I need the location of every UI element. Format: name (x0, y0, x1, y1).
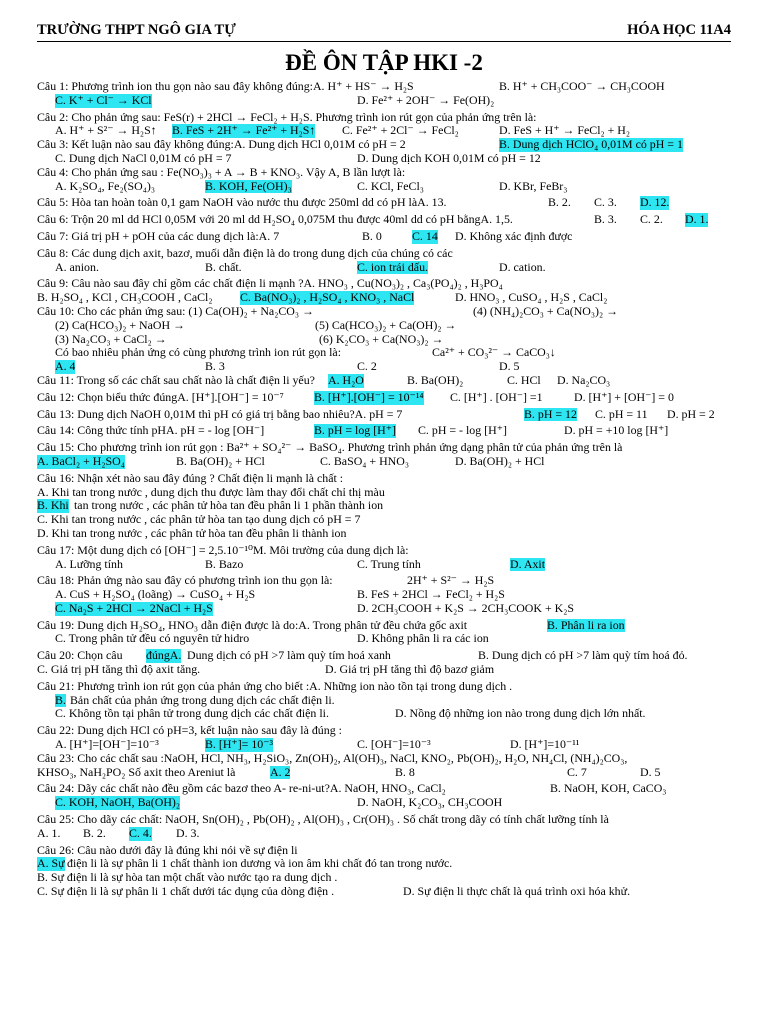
line-text: D. Ba(OH)₂ + HCl (455, 453, 545, 468)
line-text: C. Trong phân tử đều có nguyên tử hidro (55, 631, 250, 646)
line-text: Câu 21: Phương trình ion rút gọn của phản ứng cho biết :A. Những ion nào tồn tại trong dung dịch . (37, 678, 513, 693)
exam-line (37, 291, 737, 305)
line-text: A. H⁺ + S²⁻ → H₂S↑ (55, 123, 157, 138)
exam-line (37, 574, 737, 588)
exam-line (37, 558, 737, 572)
exam-line (37, 588, 737, 602)
line-text: A. Khi tan trong nước , dung dịch thu được làm thay đổi chất chỉ thị màu (37, 484, 385, 499)
line-text: D. Không xác định được (455, 228, 573, 243)
exam-line (37, 857, 737, 871)
line-text: D. Dung dịch KOH 0,01M có pH = 12 (357, 150, 541, 165)
line-text: Câu 26: Câu nào dưới đây là đúng khi nói về sự điện li (37, 842, 298, 857)
line-text: C. Giá trị pH tăng thì độ axit tăng. (37, 662, 201, 677)
exam-line (37, 885, 737, 899)
exam-line (37, 663, 737, 677)
line-text: Dung dịch có pH >7 làm quỳ tím hoá xanh (187, 648, 391, 663)
exam-line (37, 602, 737, 616)
line-text: B. 0 (362, 228, 382, 243)
exam-line (37, 391, 737, 405)
line-text: B. 8 (395, 764, 415, 779)
line-text: C. 7 (567, 764, 587, 779)
exam-line (37, 247, 737, 261)
line-text: Câu 10: Cho các phản ứng sau: (1) Ca(OH)₂ + Na₂CO₃ → (37, 303, 314, 318)
line-text: (2) Ca(HCO₃)₂ + NaOH → (55, 317, 185, 332)
exam-line (37, 408, 737, 422)
exam-line (37, 111, 737, 125)
line-text: D. NaOH, K₂CO₃, CH₃COOH (357, 795, 503, 810)
line-text: Câu 24: Dãy các chất nào đều gồm các bazơ theo A- re-ni-ut?A. NaOH, HNO₃, CaCl₂ (37, 781, 446, 796)
line-text: D. [H⁺] + [OH⁻] = 0 (574, 389, 674, 404)
highlighted-answer: B. pH = log [H⁺] (314, 423, 397, 438)
exam-line (37, 738, 737, 752)
highlighted-answer: B. (55, 692, 66, 707)
exam-line (37, 472, 737, 486)
exam-line (37, 724, 737, 738)
line-text: A. CuS + H₂SO₄ (loãng) → CuSO₄ + H₂S (55, 587, 256, 602)
exam-line (37, 374, 737, 388)
highlighted-answer: B. [H⁺].[OH⁻] = 10⁻¹⁴ (314, 389, 424, 404)
school-name: TRƯỜNG THPT NGÔ GIA TỰ (37, 22, 236, 38)
line-text: Câu 23: Cho các chất sau :NaOH, HCl, NH₃, H₂SiO₃, Zn(OH)₂, Al(OH)₃, NaCl, KNO₂, Pb(OH)₂, H₂O, NH₄Cl, (NH₄)₂CO₃, (37, 750, 628, 765)
line-text: Câu 14: Công thức tính pHA. pH = - log [OH⁻] (37, 423, 265, 438)
exam-line (37, 124, 737, 138)
line-text: D. 3. (176, 825, 200, 840)
line-text: C. Dung dịch NaCl 0,01M có pH = 7 (55, 150, 232, 165)
line-text: D. Sự điện li thực chất là quá trình oxi hóa khử. (403, 884, 631, 899)
exam-line (37, 707, 737, 721)
line-text: B. chất. (205, 259, 242, 274)
exam-line (37, 441, 737, 455)
line-text: C. 2 (357, 359, 377, 374)
exam-line (37, 319, 737, 333)
line-text: (4) (NH₄)₂CO₃ + Ca(NO₃)₂ → (473, 303, 618, 318)
line-text: điện li là sự phân li 1 chất thành ion dương và ion âm khi chất đó tan trong nước. (67, 856, 453, 871)
exam-line (37, 80, 737, 94)
highlighted-answer: D. 1. (685, 212, 709, 227)
line-text: Câu 3: Kết luận nào sau đây không đúng:A. Dung dịch HCl 0,01M có pH = 2 (37, 137, 406, 152)
exam-line (37, 213, 737, 227)
line-text: Ca²⁺ + CO₃²⁻ → CaCO₃↓ (432, 345, 556, 360)
line-text: B. H₂SO₄ , KCl , CH₃COOH , CaCl₂ (37, 290, 213, 305)
highlighted-answer: A. BaCl₂ + H₂SO₄ (37, 453, 125, 468)
line-text: D. 5 (640, 764, 661, 779)
line-text: B. 2. (548, 195, 571, 210)
highlighted-answer: B. Dung dịch HClO₄ 0,01M có pH = 1 (499, 137, 683, 152)
exam-line (37, 455, 737, 469)
line-text: C. Sự điện li là sự phân li 1 chất dưới tác dụng của dòng điện . (37, 884, 335, 899)
line-text: D. FeS + H⁺ → FeCl₂ + H₂ (499, 123, 631, 138)
exam-line (37, 230, 737, 244)
line-text: B. Ba(OH)₂ + HCl (176, 453, 265, 468)
highlighted-answer: B. FeS + 2H⁺ → Fe²⁺ + H₂S↑ (172, 123, 316, 138)
exam-line (37, 619, 737, 633)
line-text: Câu 9: Câu nào sau đây chỉ gồm các chất điện li mạnh ?A. HNO₃ , Cu(NO₃)₂ , Ca₃(PO₄)₂ , H₃PO₄ (37, 276, 503, 291)
line-text: (3) Na₂CO₃ + CaCl₂ → (55, 331, 167, 346)
exam-line (37, 277, 737, 291)
line-text: Câu 7: Giá trị pH + pOH của các dung dịch là:A. 7 (37, 228, 280, 243)
line-text: B. NaOH, KOH, CaCO₃ (550, 781, 667, 796)
line-text: Câu 18: Phản ứng nào sau đây có phương trình ion thu gọn là: (37, 573, 333, 588)
highlighted-answer: C. Na₂S + 2HCl → 2NaCl + H₂S (55, 600, 213, 615)
line-text: Câu 12: Chọn biểu thức đúngA. [H⁺].[OH⁻] = 10⁻⁷ (37, 389, 284, 404)
highlighted-answer: D. 12. (640, 195, 670, 210)
exam-line (37, 152, 737, 166)
line-text: Câu 8: Các dung dịch axit, bazơ, muối dẫn điện là do trong dung dịch của chúng có các (37, 245, 453, 260)
line-text: Câu 2: Cho phản ứng sau: FeS(r) + 2HCl → FeCl₂ + H₂S. Phương trình ion rút gọn của phản ứng trên là: (37, 109, 537, 124)
line-text: D. Giá trị pH tăng thì độ bazơ giảm (325, 662, 495, 677)
line-text: B. FeS + 2HCl → FeCl₂ + H₂S (357, 587, 505, 602)
line-text: Câu 16: Nhận xét nào sau đây đúng ? Chất điện li mạnh là chất : (37, 470, 344, 485)
exam-line (37, 782, 737, 796)
highlighted-answer: B. Khi (37, 498, 69, 513)
highlighted-answer: A. H₂O (328, 372, 364, 387)
highlighted-answer: A. 2 (270, 764, 291, 779)
line-text: D. pH = 2 (667, 406, 715, 421)
line-text: Câu 19: Dung dịch H₂SO₄, HNO₃ dẫn điện được là do:A. Trong phân tử đều chứa gốc axit (37, 617, 468, 632)
exam-line (37, 166, 737, 180)
exam-line (37, 827, 737, 841)
line-text: A. [H⁺]=[OH⁻]=10⁻³ (55, 737, 159, 752)
highlighted-answer: B. pH = 12 (524, 406, 577, 421)
line-text: D. cation. (499, 259, 546, 274)
highlighted-answer: A. 4 (55, 359, 76, 374)
line-text: Câu 22: Dung dịch HCl có pH=3, kết luận nào sau đây là đúng : (37, 723, 342, 738)
line-text: D. [H⁺]=10⁻¹¹ (510, 737, 580, 752)
line-text: C. [OH⁻]=10⁻³ (357, 737, 431, 752)
line-text: Câu 13: Dung dịch NaOH 0,01M thì pH có giá trị bằng bao nhiêu?A. pH = 7 (37, 406, 403, 421)
line-text: C. Fe²⁺ + 2Cl⁻ → FeCl₂ (342, 123, 459, 138)
line-text: Câu 15: Cho phương trình ion rút gọn : Ba²⁺ + SO₄²⁻ → BaSO₄. Phương trình phản ứng dạng phân tử của phản ứng trên là (37, 440, 623, 455)
line-text: Có bao nhiêu phản ứng có cùng phương trình ion rút gọn là: (55, 345, 342, 360)
highlighted-answer: B. [H⁺]= 10⁻³ (205, 737, 274, 752)
line-text: B. Sự điện li là sự hòa tan một chất vào nước tạo ra dung dịch . (37, 870, 338, 885)
line-text: Câu 4: Cho phản ứng sau : Fe(NO₃)₃ + A → B + KNO₃. Vậy A, B lần lượt là: (37, 164, 406, 179)
exam-line (37, 871, 737, 885)
line-text: D. Nồng độ những ion nào trong dung dịch lớn nhất. (395, 706, 646, 721)
line-text: D. Không phân li ra các ion (357, 631, 489, 646)
line-text: B. Bazo (205, 556, 244, 571)
exam-line (37, 486, 737, 500)
exam-line (37, 694, 737, 708)
line-text: B. 3 (205, 359, 225, 374)
exam-line (37, 813, 737, 827)
line-text: C. HCl (507, 372, 541, 387)
exam-line (37, 796, 737, 810)
line-text: A. Lưỡng tính (55, 556, 123, 571)
line-text: B. 2. (83, 825, 106, 840)
line-text: A. 1. (37, 825, 61, 840)
exam-line (37, 632, 737, 646)
line-text: (6) K₂CO₃ + Ca(NO₃)₂ → (319, 331, 444, 346)
page-header (37, 22, 731, 40)
exam-line (37, 180, 737, 194)
highlighted-answer: C. K⁺ + Cl⁻ → KCl (55, 92, 152, 107)
line-text: C. Trung tính (357, 556, 421, 571)
line-text: C. 3. (594, 195, 617, 210)
highlighted-answer: đúngA. (146, 648, 182, 663)
line-text: D. KBr, FeBr₃ (499, 178, 568, 193)
exam-line (37, 844, 737, 858)
exam-line (37, 305, 737, 319)
exam-line (37, 680, 737, 694)
highlighted-answer: C. 14 (412, 228, 438, 243)
line-text: D. Khi tan trong nước , các phân tử hòa tan đều phân li thành ion (37, 525, 347, 540)
subject-class: HÓA HỌC 11A4 (627, 22, 731, 38)
exam-line (37, 527, 737, 541)
line-text: Bản chất của phản ứng trong dung dịch các chất điện li. (70, 692, 335, 707)
exam-line (37, 196, 737, 210)
highlighted-answer: C. Ba(NO₃)₂ , H₂SO₄ , KNO₃ , NaCl (240, 290, 415, 305)
line-text: A. anion. (55, 259, 99, 274)
exam-line (37, 649, 737, 663)
highlighted-answer: A. Sự (37, 856, 65, 871)
exam-line (37, 360, 737, 374)
exam-line (37, 544, 737, 558)
highlighted-answer: C. 4. (129, 825, 152, 840)
line-text: C. BaSO₄ + HNO₃ (320, 453, 409, 468)
line-text: C. 2. (640, 212, 663, 227)
highlighted-answer: B. Phân li ra ion (547, 617, 625, 632)
line-text: C. Khi tan trong nước , các phân tử hòa tan tạo dung dịch có pH = 7 (37, 512, 361, 527)
line-text: D. Na₂CO₃ (557, 372, 611, 387)
highlighted-answer: B. KOH, Fe(OH)₃ (205, 178, 292, 193)
line-text: C. pH = - log [H⁺] (418, 423, 507, 438)
exam-line (37, 766, 737, 780)
line-text: C. [H⁺] . [OH⁻] =1 (450, 389, 543, 404)
exam-line (37, 752, 737, 766)
line-text: D. Fe²⁺ + 2OH⁻ → Fe(OH)₂ (357, 92, 495, 107)
line-text: D. pH = +10 log [H⁺] (564, 423, 669, 438)
line-text: D. 2CH₃COOH + K₂S → 2CH₃COOK + K₂S (357, 600, 574, 615)
line-text: Câu 1: Phương trình ion thu gọn nào sau đây không đúng:A. H⁺ + HS⁻ → H₂S (37, 79, 414, 93)
exam-line (37, 499, 737, 513)
exam-line (37, 261, 737, 275)
exam-line (37, 333, 737, 347)
line-text: C. KCl, FeCl₃ (357, 178, 424, 193)
exam-line (37, 138, 737, 152)
highlighted-answer: C. KOH, NaOH, Ba(OH)₂ (55, 795, 181, 810)
line-text: D. 5 (499, 359, 520, 374)
line-text: D. HNO₃ , CuSO₄ , H₂S , CaCl₂ (455, 290, 608, 305)
exam-line (37, 513, 737, 527)
line-text: B. Dung dịch có pH >7 làm quỳ tím hoá đỏ. (478, 648, 688, 663)
line-text: Câu 25: Cho dãy các chất: NaOH, Sn(OH)₂ , Pb(OH)₂ , Al(OH)₃ , Cr(OH)₃ . Số chất trong dãy có tính chất lưỡng tính là (37, 812, 609, 827)
header-divider (37, 41, 731, 42)
line-text: B. Ba(OH)₂ (407, 372, 464, 387)
line-text: Câu 6: Trộn 20 ml dd HCl 0,05M với 20 ml dd H₂SO₄ 0,075M thu được 40ml dd có pH bằngA. 1,5. (37, 212, 513, 227)
line-text: A. K₂SO₄, Fe₂(SO₄)₃ (55, 178, 156, 193)
exam-line (37, 94, 737, 108)
line-text: B. 3. (594, 212, 617, 227)
highlighted-answer: D. Axit (510, 556, 546, 571)
highlighted-answer: C. ion trái dấu. (357, 259, 429, 274)
line-text: Câu 17: Một dung dịch có [OH⁻] = 2,5.10⁻¹⁰M. Môi trường của dung dịch là: (37, 542, 409, 557)
line-text: C. pH = 11 (595, 406, 648, 421)
exam-line (37, 424, 737, 438)
line-text: tan trong nước , các phân tử hòa tan đều phân li 1 phần thành ion (74, 498, 384, 513)
line-text: Câu 20: Chọn câu (37, 648, 123, 663)
line-text: KHSO₃, NaH₂PO₂ Số axit theo Areniut là (37, 764, 236, 779)
question-list (37, 80, 737, 899)
line-text: (5) Ca(HCO₃)₂ + Ca(OH)₂ → (315, 317, 457, 332)
line-text: Câu 11: Trong số các chất sau chất nào là chất điện li yếu? (37, 372, 315, 387)
line-text: B. H⁺ + CH₃COO⁻ → CH₃COOH (499, 79, 665, 93)
page-title: ĐỀ ÔN TẬP HKI -2 (285, 50, 483, 75)
line-text: 2H⁺ + S²⁻ → H₂S (407, 573, 495, 588)
exam-line (37, 346, 737, 360)
line-text: C. Không tồn tại phân tử trong dung dịch các chất điện li. (55, 706, 329, 721)
line-text: Câu 5: Hòa tan hoàn toàn 0,1 gam NaOH vào nước thu được 250ml dd có pH làA. 13. (37, 195, 447, 210)
